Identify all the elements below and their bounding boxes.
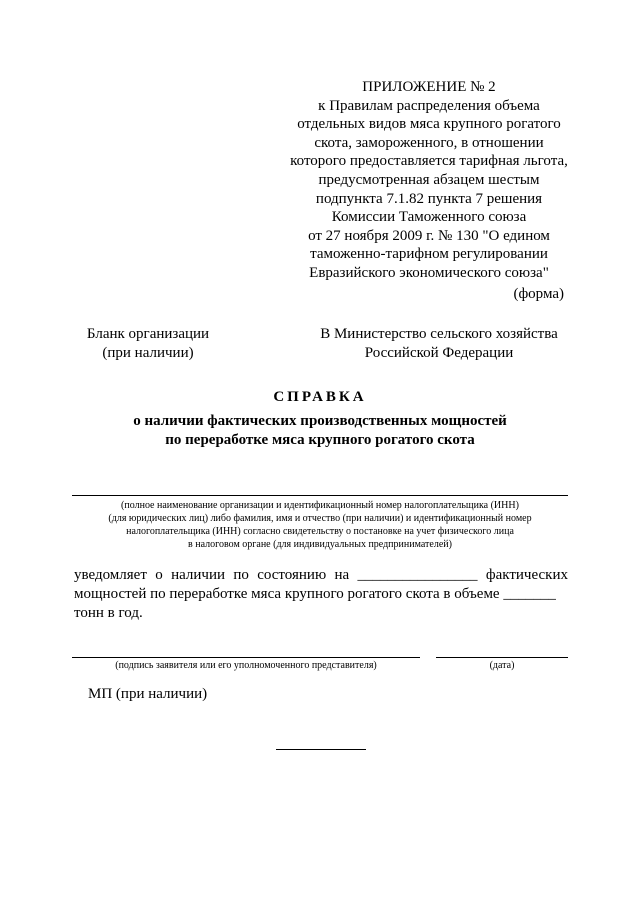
word: на <box>334 567 350 583</box>
word: уведомляет <box>74 567 147 583</box>
subtitle-line: по переработке мяса крупного рогатого скота <box>165 432 475 448</box>
document-title: СПРАВКА <box>273 389 367 405</box>
addressee-block <box>310 325 568 363</box>
letterhead-note: (при наличии) <box>102 345 194 361</box>
caption-line: в налоговом органе (для индивидуальных предпринимателей) <box>188 539 452 550</box>
caption-line: налогоплательщика (ИНН) согласно свидетельству о постановке на учет физического лица <box>126 526 514 537</box>
appendix-line: подпункта 7.1.82 пункта 7 решения <box>315 190 543 207</box>
date-blank[interactable]: ________________ <box>357 567 478 583</box>
caption-line: (полное наименование организации и идентификационный номер налогоплательщика (ИНН) <box>121 500 519 511</box>
appendix-line: таможенно-тарифном регулировании <box>310 246 548 263</box>
document-subtitle <box>0 412 640 450</box>
appendix-line: скота, замороженного, в отношении <box>314 134 544 151</box>
word: наличии <box>171 567 226 583</box>
appendix-line: ПРИЛОЖЕНИЕ № 2 <box>362 79 496 95</box>
addressee-line: В Министерство сельского хозяйства <box>320 326 558 342</box>
appendix-header <box>270 78 588 283</box>
word: состоянию <box>257 567 327 583</box>
date-caption: (дата) <box>489 660 515 671</box>
word: по <box>233 567 249 583</box>
appendix-line: отдельных видов мяса крупного рогатого <box>297 116 561 133</box>
appendix-line: предусмотренная абзацем шестым <box>318 171 540 188</box>
appendix-line: которого предоставляется тарифная льгота, <box>290 153 568 170</box>
letterhead-block <box>78 325 218 363</box>
organization-field-caption <box>72 499 568 551</box>
statement-line-2: мощностей по переработке мяса крупного рогатого скота в объеме _______ <box>74 586 556 602</box>
addressee-line: Российской Федерации <box>364 345 514 361</box>
stamp-label: МП (при наличии) <box>88 686 208 702</box>
organization-name-field[interactable] <box>72 495 568 496</box>
date-field[interactable] <box>436 657 568 658</box>
statement-line-3: тонн в год. <box>74 605 143 621</box>
form-label: (форма) <box>513 286 564 302</box>
signature-field[interactable] <box>72 657 420 658</box>
statement-body <box>74 566 568 623</box>
word: о <box>155 567 163 583</box>
appendix-line: от 27 ноября 2009 г. № 130 "О едином <box>308 227 550 244</box>
statement-line-1 <box>74 566 568 585</box>
signature-caption: (подпись заявителя или его уполномоченного представителя) <box>115 660 377 671</box>
subtitle-line: о наличии фактических производственных мощностей <box>133 413 507 429</box>
appendix-line: к Правилам распределения объема <box>318 97 540 114</box>
footer-divider <box>276 749 366 750</box>
appendix-line: Комиссии Таможенного союза <box>331 209 527 226</box>
caption-line: (для юридических лиц) либо фамилия, имя и отчество (при наличии) и идентификационный номер <box>108 513 532 524</box>
word: фактических <box>485 567 568 583</box>
appendix-line: Евразийского экономического союза" <box>309 264 549 281</box>
letterhead-line: Бланк организации <box>86 326 210 342</box>
